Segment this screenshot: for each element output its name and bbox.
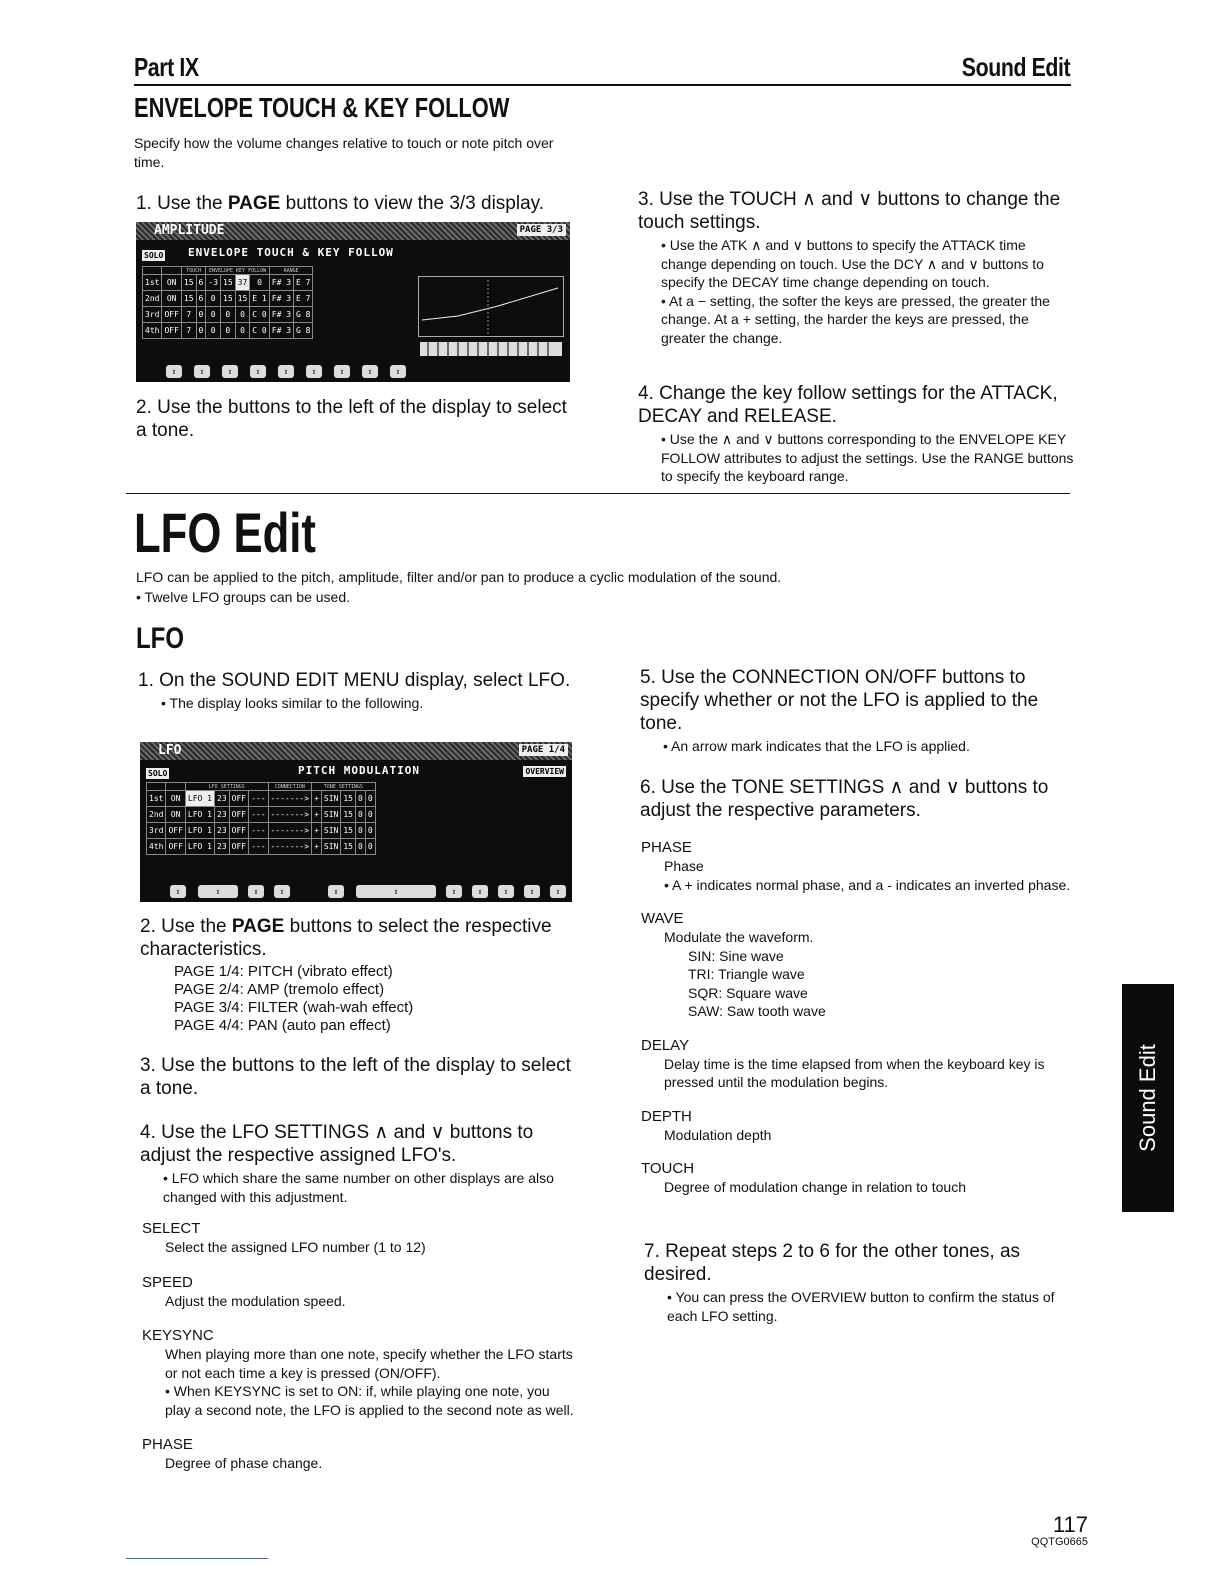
- lcd-bar-text: AMPLITUDE: [154, 223, 225, 238]
- lfo-edit-intro-bullet: • Twelve LFO groups can be used.: [136, 589, 350, 605]
- lcd-row: 2nd ON LFO 1 23 OFF --- -------> + SIN 15 0 0: [147, 807, 376, 823]
- step-number: 1.: [138, 670, 154, 691]
- lcd-button-icon: ⇕: [524, 885, 540, 898]
- step-text: Use the TONE SETTINGS ∧ and ∨ buttons to adjust the respective parameters.: [640, 777, 1049, 821]
- lfo-edit-title: LFO Edit: [134, 501, 316, 564]
- lcd-button-icon: ⇕: [278, 365, 294, 378]
- term-desc: Modulate the waveform.: [664, 929, 814, 945]
- wave-item: SAW: Saw tooth wave: [688, 1003, 826, 1019]
- bullet-item: • When KEYSYNC is set to ON: if, while playing one note, you play a second note, the LFO is applied to the second note as well.: [165, 1383, 574, 1418]
- env-step-2: [136, 396, 576, 442]
- bullet-item: • You can press the OVERVIEW button to confirm the status of each LFO setting.: [667, 1289, 1055, 1324]
- lcd-button-icon: ⇕: [328, 885, 344, 898]
- step-number: 6.: [640, 777, 656, 798]
- step-text: Repeat steps 2 to 6 for the other tones, as desired.: [644, 1241, 1021, 1285]
- envelope-title: ENVELOPE TOUCH & KEY FOLLOW: [134, 92, 510, 123]
- term-desc: Delay time is the time elapsed from when the keyboard key is pressed until the modulation begins.: [664, 1055, 1045, 1090]
- lcd-row: 1st ON 15 6 -3 15 37 0 F# 3 E 7: [143, 275, 313, 291]
- lcd-button-icon: ⇕: [472, 885, 488, 898]
- wave-item: SQR: Square wave: [688, 984, 808, 1001]
- term-desc: Select the assigned LFO number (1 to 12): [165, 1239, 426, 1255]
- step-text-pre: Use the: [157, 193, 228, 214]
- document-code: QQTG0665: [1031, 1536, 1088, 1548]
- lcd-button-icon: ⇕: [446, 885, 462, 898]
- lfo-terms-left: [142, 1220, 578, 1473]
- lcd-button-icon: ⇕: [356, 885, 436, 898]
- term-desc: Modulation depth: [664, 1126, 772, 1143]
- lcd-key-follow-graph: [418, 276, 564, 360]
- footer-line: [126, 1558, 268, 1559]
- lcd-button-icon: ⇕: [248, 885, 264, 898]
- lfo-step-2: 2. Use the PAGE buttons to select the respective characteristics. PAGE 1/4: PITCH (vibrato effect) PAGE 2/4: AMP (tremolo effect) PAGE 3/4: FILTER (wah-wah effect) PAGE 4/4: PAN (auto pan effect): [140, 915, 580, 1035]
- lcd-button-icon: ⇕: [334, 365, 350, 378]
- bullet-item: • Use the ATK ∧ and ∨ buttons to specify the ATTACK time change depending on touch. Use the DCY ∧ and ∨ buttons to specify the DECAY time change depending on touch.: [661, 237, 1044, 290]
- lcd-button-icon: ⇕: [498, 885, 514, 898]
- step-number: 3.: [638, 189, 654, 210]
- lcd-button-icon: ⇕: [222, 365, 238, 378]
- envelope-intro: Specify how the volume changes relative to touch or note pitch over time.: [134, 135, 554, 170]
- step-number: 3.: [140, 1055, 156, 1076]
- env-step-4: [638, 382, 1074, 486]
- lfo-step-6: [640, 776, 1076, 822]
- lcd-overview-button: OVERVIEW: [525, 767, 564, 776]
- lcd-solo-badge: SOLO: [148, 769, 168, 778]
- term-desc: Adjust the modulation speed.: [165, 1292, 346, 1309]
- step-number: 2.: [136, 397, 152, 418]
- term-label: PHASE: [641, 839, 692, 856]
- lcd-button-icon: ⇕: [198, 885, 238, 898]
- step-number: 1.: [136, 193, 152, 214]
- wave-item: SIN: Sine wave: [688, 947, 784, 964]
- step-number: 7.: [644, 1241, 660, 1262]
- page-list: [140, 963, 580, 1035]
- page-list-item: PAGE 3/4: FILTER (wah-wah effect): [174, 999, 414, 1016]
- step-number: 4.: [140, 1122, 156, 1143]
- lfo-step-7: [644, 1240, 1078, 1325]
- lcd-row: 3rd OFF 7 0 0 0 0 C 0 F# 3 G 8: [143, 307, 313, 323]
- lcd-button-icon: ⇕: [550, 885, 566, 898]
- page-list-item: PAGE 2/4: AMP (tremolo effect): [174, 981, 385, 998]
- section-label: Sound Edit: [961, 52, 1070, 82]
- lfo-step-3: [140, 1054, 580, 1100]
- env-step-3: [638, 188, 1074, 347]
- term-label: TOUCH: [641, 1160, 695, 1177]
- step-text: Use the buttons to the left of the display to select a tone.: [140, 1055, 571, 1099]
- bullet-item: • The display looks similar to the following.: [161, 695, 424, 711]
- header-rule: [134, 84, 1071, 86]
- envelope-lcd-screenshot: [136, 222, 570, 382]
- term-label: DEPTH: [641, 1107, 692, 1125]
- page-list-item: PAGE 4/4: PAN (auto pan effect): [174, 1017, 391, 1034]
- lcd-button-icon: ⇕: [166, 365, 182, 378]
- part-label: Part IX: [134, 52, 199, 82]
- lfo-subheading: LFO: [136, 622, 184, 655]
- step-text: On the SOUND EDIT MENU display, select LFO.: [159, 670, 571, 691]
- term-desc: Phase: [664, 858, 704, 874]
- wave-item: TRI: Triangle wave: [688, 966, 805, 982]
- term-label: KEYSYNC: [142, 1327, 214, 1344]
- step-number: 4.: [638, 383, 654, 404]
- step-text-post: buttons to view the 3/3 display.: [280, 193, 545, 214]
- lcd-row: 4th OFF LFO 1 23 OFF --- -------> + SIN 15 0 0: [147, 839, 376, 855]
- lcd-row: 3rd OFF LFO 1 23 OFF --- -------> + SIN 15 0 0: [147, 823, 376, 839]
- lcd-screen-title: PITCH MODULATION: [298, 764, 420, 777]
- lcd-row: 4th OFF 7 0 0 0 0 C 0 F# 3 G 8: [143, 323, 313, 339]
- term-label: PHASE: [142, 1436, 193, 1453]
- lfo-step-5: [640, 666, 1076, 756]
- side-tab: [1122, 984, 1174, 1212]
- lcd-page-indicator: PAGE 3/3: [517, 224, 566, 236]
- term-label: WAVE: [641, 910, 684, 927]
- term-desc: When playing more than one note, specify whether the LFO starts or not each time a key is pressed (ON/OFF).: [165, 1346, 573, 1381]
- wave-list: [641, 947, 1077, 1021]
- lcd-solo-badge: SOLO: [144, 251, 164, 260]
- term-label: DELAY: [641, 1036, 690, 1054]
- bullet-item: • At a − setting, the softer the keys are pressed, the greater the change. At a + setting, the harder the keys are pressed, the greater the change.: [661, 292, 1050, 346]
- lcd-button-icon: ⇕: [362, 365, 378, 378]
- term-desc: Degree of phase change.: [165, 1455, 323, 1471]
- lcd-envelope-table: TOUCH ENVELOPE KEY FOLLOW RANGE 1st ON 15 6 -3 15 37 0 F# 3 E 7 2nd ON 15 6 0 15 15 E 1 F# 3 E 7 3rd OFF 7 0 0 0 0 C 0 F# 3 G 8 4th OFF 7 0 0 0 0 C 0 F# 3 G 8: [142, 266, 313, 339]
- step-text-bold: PAGE: [227, 193, 281, 214]
- lfo-lcd-screenshot: [140, 742, 572, 902]
- lfo-step-1: [138, 669, 574, 713]
- step-text: Use the LFO SETTINGS ∧ and ∨ buttons to adjust the respective assigned LFO's.: [140, 1122, 534, 1166]
- bullet-item: • A + indicates normal phase, and a - indicates an inverted phase.: [664, 876, 1071, 893]
- lcd-bar-text: LFO: [158, 743, 182, 758]
- lcd-row: 1st ON LFO 1 23 OFF --- -------> + SIN 15 0 0: [147, 791, 376, 807]
- bullet-item: • LFO which share the same number on other displays are also changed with this adjustment.: [163, 1170, 554, 1205]
- side-tab-label: Sound Edit: [1135, 1044, 1160, 1152]
- lcd-title-bar: [140, 742, 572, 760]
- page-list-item: PAGE 1/4: PITCH (vibrato effect): [174, 963, 393, 980]
- lcd-button-icon: ⇕: [194, 365, 210, 378]
- page-number: 117: [1052, 1512, 1088, 1537]
- lcd-screen-title: ENVELOPE TOUCH & KEY FOLLOW: [188, 246, 394, 259]
- lfo-terms-right: [641, 839, 1077, 1197]
- lcd-lfo-table: LFO SETTINGS CONNECTION TONE SETTINGS 1st ON LFO 1 23 OFF --- -------> + SIN 15 0 0 2nd ON LFO 1 23 OFF --- -------> + SIN 15 0 0 3rd OFF LFO 1 23 OFF --- -------> + SIN 15 0 0 4th OFF LFO 1 23 OFF --- -------> + SIN 15 0 0: [146, 782, 376, 855]
- lcd-button-icon: ⇕: [274, 885, 290, 898]
- step-text: Use the CONNECTION ON/OFF buttons to specify whether or not the LFO is applied to the tone.: [640, 667, 1039, 734]
- term-label: SPEED: [142, 1273, 193, 1291]
- step-text: Use the buttons to the left of the display to select a tone.: [136, 397, 567, 441]
- lcd-page-indicator: PAGE 1/4: [519, 744, 568, 756]
- term-desc: Degree of modulation change in relation to touch: [664, 1179, 966, 1195]
- step-text: Change the key follow settings for the ATTACK, DECAY and RELEASE.: [638, 383, 1058, 427]
- lcd-button-icon: ⇕: [250, 365, 266, 378]
- bullet-item: • Use the ∧ and ∨ buttons corresponding to the ENVELOPE KEY FOLLOW attributes to adjust the settings. Use the RANGE buttons to specify the keyboard range.: [661, 431, 1074, 484]
- section-divider: [126, 493, 1070, 494]
- lcd-button-icon: ⇕: [390, 365, 406, 378]
- step-text: Use the TOUCH ∧ and ∨ buttons to change the touch settings.: [638, 189, 1061, 233]
- term-label: SELECT: [142, 1220, 201, 1237]
- lcd-button-icon: ⇕: [170, 885, 186, 898]
- lfo-edit-intro: LFO can be applied to the pitch, amplitude, filter and/or pan to produce a cyclic modulation of the sound.: [136, 569, 782, 585]
- lfo-step-4: [140, 1121, 580, 1206]
- lcd-row: 2nd ON 15 6 0 15 15 E 1 F# 3 E 7: [143, 291, 313, 307]
- step-number: 5.: [640, 667, 656, 688]
- env-step-1: [136, 192, 576, 215]
- bullet-item: • An arrow mark indicates that the LFO is applied.: [663, 738, 970, 754]
- lcd-button-icon: ⇕: [306, 365, 322, 378]
- step-number: 2.: [140, 916, 156, 937]
